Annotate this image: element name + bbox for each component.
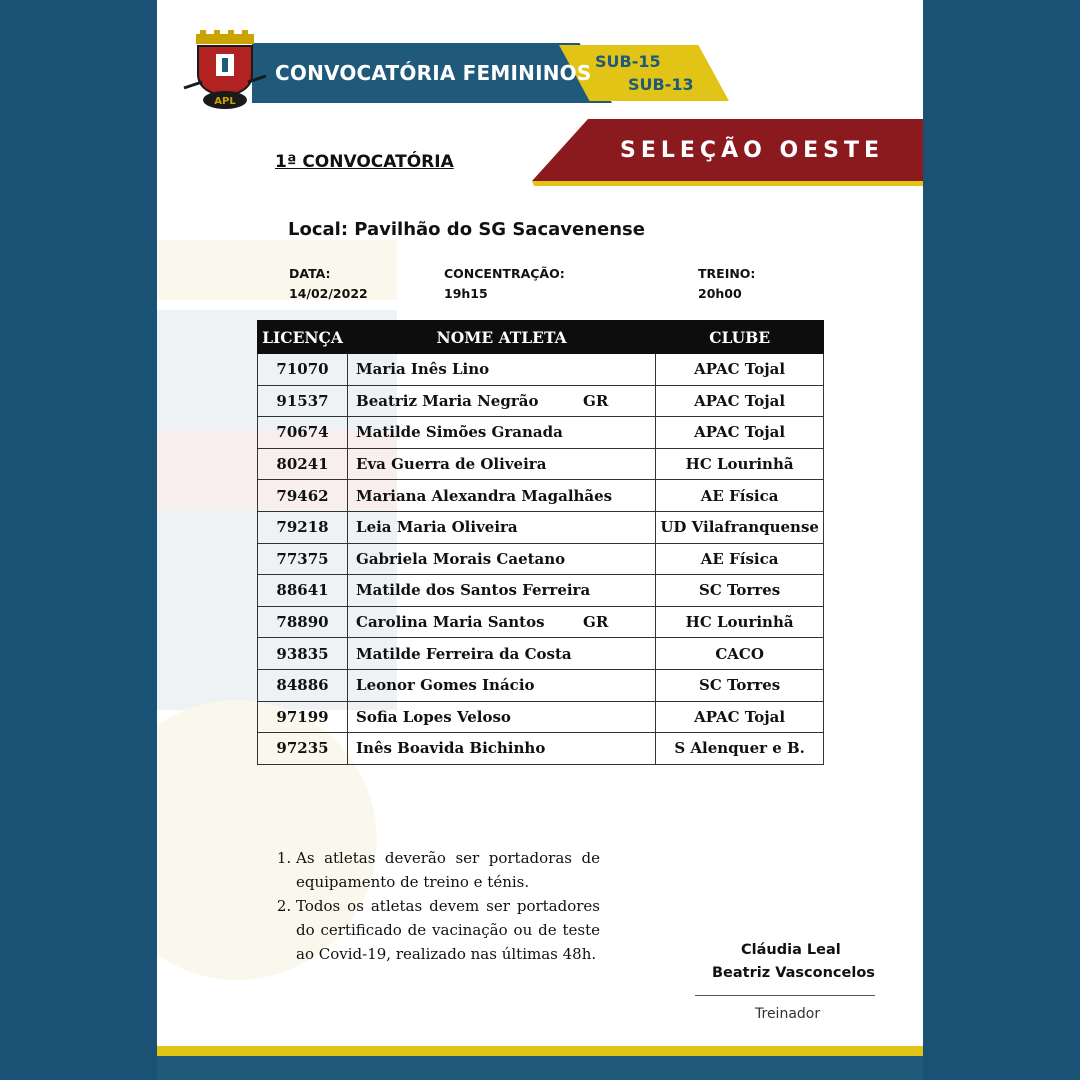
gathering-value: 19h15 [444,286,488,301]
club-cell: APAC Tojal [656,417,824,449]
club-cell: HC Lourinhã [656,606,824,638]
table-row [258,543,824,575]
athlete-name-cell [348,480,656,512]
gathering-label: CONCENTRAÇÃO: [444,266,565,281]
table-row [258,417,824,449]
coach-name-2: Beatriz Vasconcelos [712,965,875,981]
athlete-name-cell [348,543,656,575]
athlete-name: Beatriz Maria Negrão [356,391,539,410]
note-item: 1. As atletas deverão ser portadoras de equipamento de treino e ténis. [296,846,600,894]
club-cell: HC Lourinhã [656,448,824,480]
club-cell: APAC Tojal [656,385,824,417]
license-cell: 84886 [258,669,348,701]
athlete-name: Eva Guerra de Oliveira [356,455,547,474]
selection-banner-text: SELEÇÃO OESTE [620,138,885,163]
table-row [258,733,824,765]
license-cell: 71070 [258,354,348,386]
athlete-name-cell [348,417,656,449]
athlete-name-cell [348,701,656,733]
table-row [258,638,824,670]
goalkeeper-tag: GR [583,391,609,410]
club-cell: APAC Tojal [656,701,824,733]
athlete-name: Maria Inês Lino [356,360,490,379]
athlete-name: Leia Maria Oliveira [356,518,518,537]
coach-role: Treinador [755,1006,821,1022]
athlete-name-cell [348,511,656,543]
license-cell: 78890 [258,606,348,638]
table-row [258,575,824,607]
training-value: 20h00 [698,286,742,301]
table-row [258,354,824,386]
table-row [258,606,824,638]
license-cell: 93835 [258,638,348,670]
athlete-name-cell [348,575,656,607]
license-cell: 97199 [258,701,348,733]
coach-name-1: Cláudia Leal [741,942,841,958]
header-license: LICENÇA [258,321,348,354]
athlete-name-cell [348,733,656,765]
athlete-name: Matilde Simões Granada [356,423,563,442]
license-cell: 79462 [258,480,348,512]
date-label: DATA: [289,266,331,281]
note-item: 2. Todos os atletas devem ser portadores do certificado de vacinação ou de teste ao Covid-19, realizado nas últimas 48h. [296,894,600,966]
athletes-table [257,320,824,765]
goalkeeper-tag: GR [583,613,609,632]
club-cell: APAC Tojal [656,354,824,386]
category-sub15: SUB-15 [595,52,661,71]
athlete-name: Carolina Maria Santos [356,613,545,632]
athlete-name: Sofia Lopes Veloso [356,707,511,726]
venue-text: Local: Pavilhão do SG Sacavenense [288,219,645,240]
header-athlete-name: NOME ATLETA [348,321,656,354]
club-cell: UD Vilafranquense [656,511,824,543]
table-row [258,701,824,733]
athlete-name: Leonor Gomes Inácio [356,676,535,695]
table-row [258,669,824,701]
signature-line [695,995,875,996]
license-cell: 80241 [258,448,348,480]
association-crest-icon [182,30,267,110]
club-cell: CACO [656,638,824,670]
club-cell: S Alenquer e B. [656,733,824,765]
athlete-name-cell [348,385,656,417]
crest-lettering: APL [214,96,236,107]
document-page [157,0,923,1080]
date-value: 14/02/2022 [289,286,368,301]
category-sub13: SUB-13 [628,75,694,94]
athlete-name: Mariana Alexandra Magalhães [356,486,613,505]
table-row [258,448,824,480]
header-club: CLUBE [656,321,824,354]
table-row [258,385,824,417]
header-title: CONVOCATÓRIA FEMININOS [275,61,592,85]
license-cell: 77375 [258,543,348,575]
license-cell: 88641 [258,575,348,607]
footer-stripe-yellow [157,1046,923,1056]
athlete-name: Inês Boavida Bichinho [356,739,546,758]
notes-list [270,846,600,966]
club-cell: SC Torres [656,575,824,607]
table-header-row [258,321,824,354]
convocatoria-title: 1ª CONVOCATÓRIA [275,152,454,172]
club-cell: AE Física [656,480,824,512]
athlete-name-cell [348,606,656,638]
athlete-name-cell [348,669,656,701]
training-label: TREINO: [698,266,756,281]
table-row [258,511,824,543]
table-row [258,480,824,512]
license-cell: 97235 [258,733,348,765]
athlete-name-cell [348,354,656,386]
athletes-table-body [258,354,824,765]
footer-stripe-blue [157,1056,923,1080]
club-cell: SC Torres [656,669,824,701]
club-cell: AE Física [656,543,824,575]
athlete-name-cell [348,638,656,670]
athlete-name: Matilde Ferreira da Costa [356,644,572,663]
athlete-name-cell [348,448,656,480]
license-cell: 70674 [258,417,348,449]
athlete-name: Matilde dos Santos Ferreira [356,581,591,600]
athlete-name: Gabriela Morais Caetano [356,549,566,568]
license-cell: 91537 [258,385,348,417]
license-cell: 79218 [258,511,348,543]
selection-banner-underline [532,181,923,186]
